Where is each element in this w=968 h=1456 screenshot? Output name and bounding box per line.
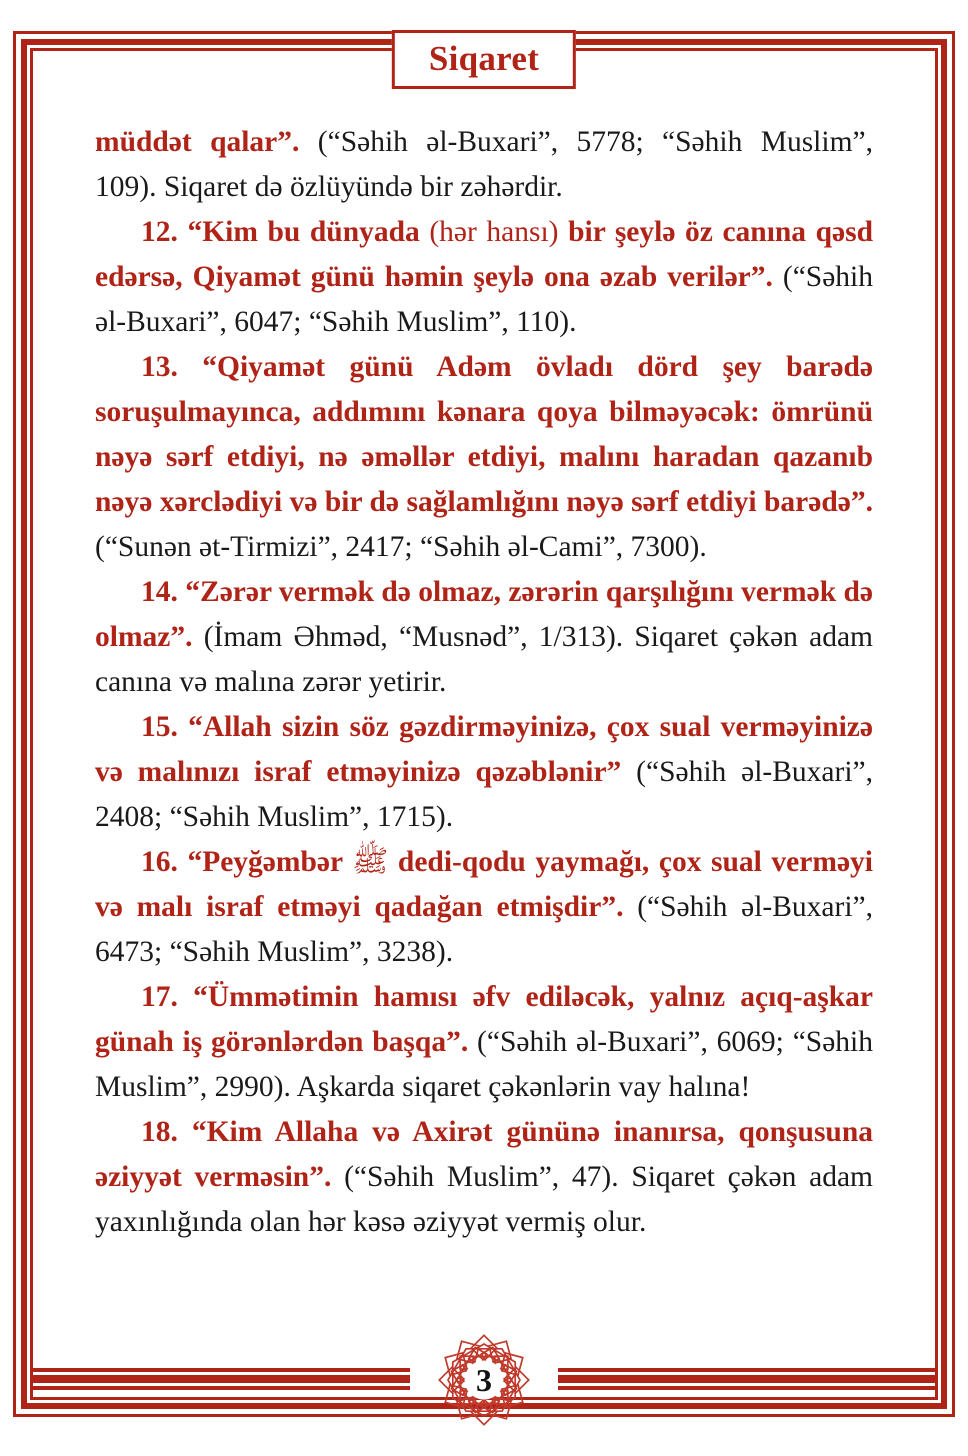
- text-run-bold-red: 13. “Qiyamət günü Adəm övladı dörd şey barədə soruşulmayınca, addımını kənara qoya bilməyəcək: ömrünü nəyə sərf etdiyi, nə əməllər etdiyi, malını haradan qazanıb nəyə xərclədiyi və bir də sağlamlığını nəyə sərf etdiyi barədə”.: [95, 351, 873, 518]
- text-run-bold-red: bir şeylə öz canına qəsd edərsə, Qiyamət günü həmin şeylə ona əzab verilər”.: [95, 216, 874, 293]
- page-number: 3: [476, 1361, 492, 1398]
- page-number-rosette: [424, 1326, 544, 1434]
- page-title: Siqaret: [428, 39, 540, 78]
- para-17: 17. “Ümmətimin hamısı əfv ediləcək, yalnız açıq-aşkar günah iş görənlərdən başqa”. (“Səhih əl-Buxari”, 6069; “Səhih Muslim”, 2990). Aşkarda siqaret çəkənlərin vay halına!: [95, 981, 873, 1103]
- text-run-bold-red: 14. “Zərər vermək də olmaz, zərərin qarşılığını vermək də olmaz”.: [95, 576, 873, 653]
- para-16: 16. “Peyğəmbər ﷺ dedi-qodu yaymağı, çox sual verməyi və malı israf etməyi qadağan etmişdir”. (“Səhih əl-Buxari”, 6473; “Səhih Muslim”, 3238).: [95, 844, 873, 968]
- para-18: 18. “Kim Allaha və Axirət gününə inanırsa, qonşusuna əziyyət verməsin”. (“Səhih Muslim”, 47). Siqaret çəkən adam yaxınlığında olan hər kəsə əziyyət vermiş olur.: [95, 1116, 873, 1238]
- text-run-bold-red: 18. “Kim Allaha və Axirət gününə inanırsa, qonşusuna əziyyət verməsin”.: [95, 1116, 873, 1193]
- text-run-bold-red: 12. “Kim bu dünyada: [141, 216, 430, 248]
- text-run-bold-red: müddət qalar”.: [95, 126, 300, 158]
- para-14: 14. “Zərər vermək də olmaz, zərərin qarşılığını vermək də olmaz”. (İmam Əhməd, “Musnəd”, 1/313). Siqaret çəkən adam canına və malına zərər yetirir.: [95, 576, 873, 698]
- para-13: 13. “Qiyamət günü Adəm övladı dörd şey barədə soruşulmayınca, addımını kənara qoya bilməyəcək: ömrünü nəyə sərf etdiyi, nə əməllər etdiyi, malını haradan qazanıb nəyə xərclədiyi və bir də sağlamlığını nəyə sərf etdiyi barədə”. (“Sunən ət-Tirmizi”, 2417; “Səhih əl-Cami”, 7300).: [95, 351, 873, 563]
- para-continuation: müddət qalar”. (“Səhih əl-Buxari”, 5778; “Səhih Muslim”, 109). Siqaret də özlüyündə bir zəhərdir.: [95, 126, 873, 203]
- para-15: 15. “Allah sizin söz gəzdirməyinizə, çox sual verməyinizə və malınızı israf etməyinizə qəzəblənir” (“Səhih əl-Buxari”, 2408; “Səhih Muslim”, 1715).: [95, 711, 873, 833]
- page-footer: [0, 1322, 968, 1432]
- body-text-column: [95, 120, 873, 1245]
- para-12: 12. “Kim bu dünyada (hər hansı) bir şeylə öz canına qəsd edərsə, Qiyamət günü həmin şeylə ona əzab verilər”. (“Səhih əl-Buxari”, 6047; “Səhih Muslim”, 110).: [95, 216, 874, 338]
- text-run-regular-red: (hər hansı): [429, 216, 559, 248]
- text-run-bold-red: 16. “Peyğəmbər: [141, 846, 353, 878]
- text-run-bold-red: dedi-qodu yaymağı, çox sual verməyi və malı israf etməyi qadağan etmişdir”.: [95, 846, 873, 923]
- text-run-bold-red: 17. “Ümmətimin hamısı əfv ediləcək, yalnız açıq-aşkar günah iş görənlərdən başqa”.: [95, 981, 873, 1058]
- blessing-glyph-icon: ﷺ: [352, 844, 389, 879]
- text-run-bold-red: 15. “Allah sizin söz gəzdirməyinizə, çox sual verməyinizə və malınızı israf etməyinizə qəzəblənir”: [95, 711, 873, 788]
- page-title-plate: [392, 30, 576, 89]
